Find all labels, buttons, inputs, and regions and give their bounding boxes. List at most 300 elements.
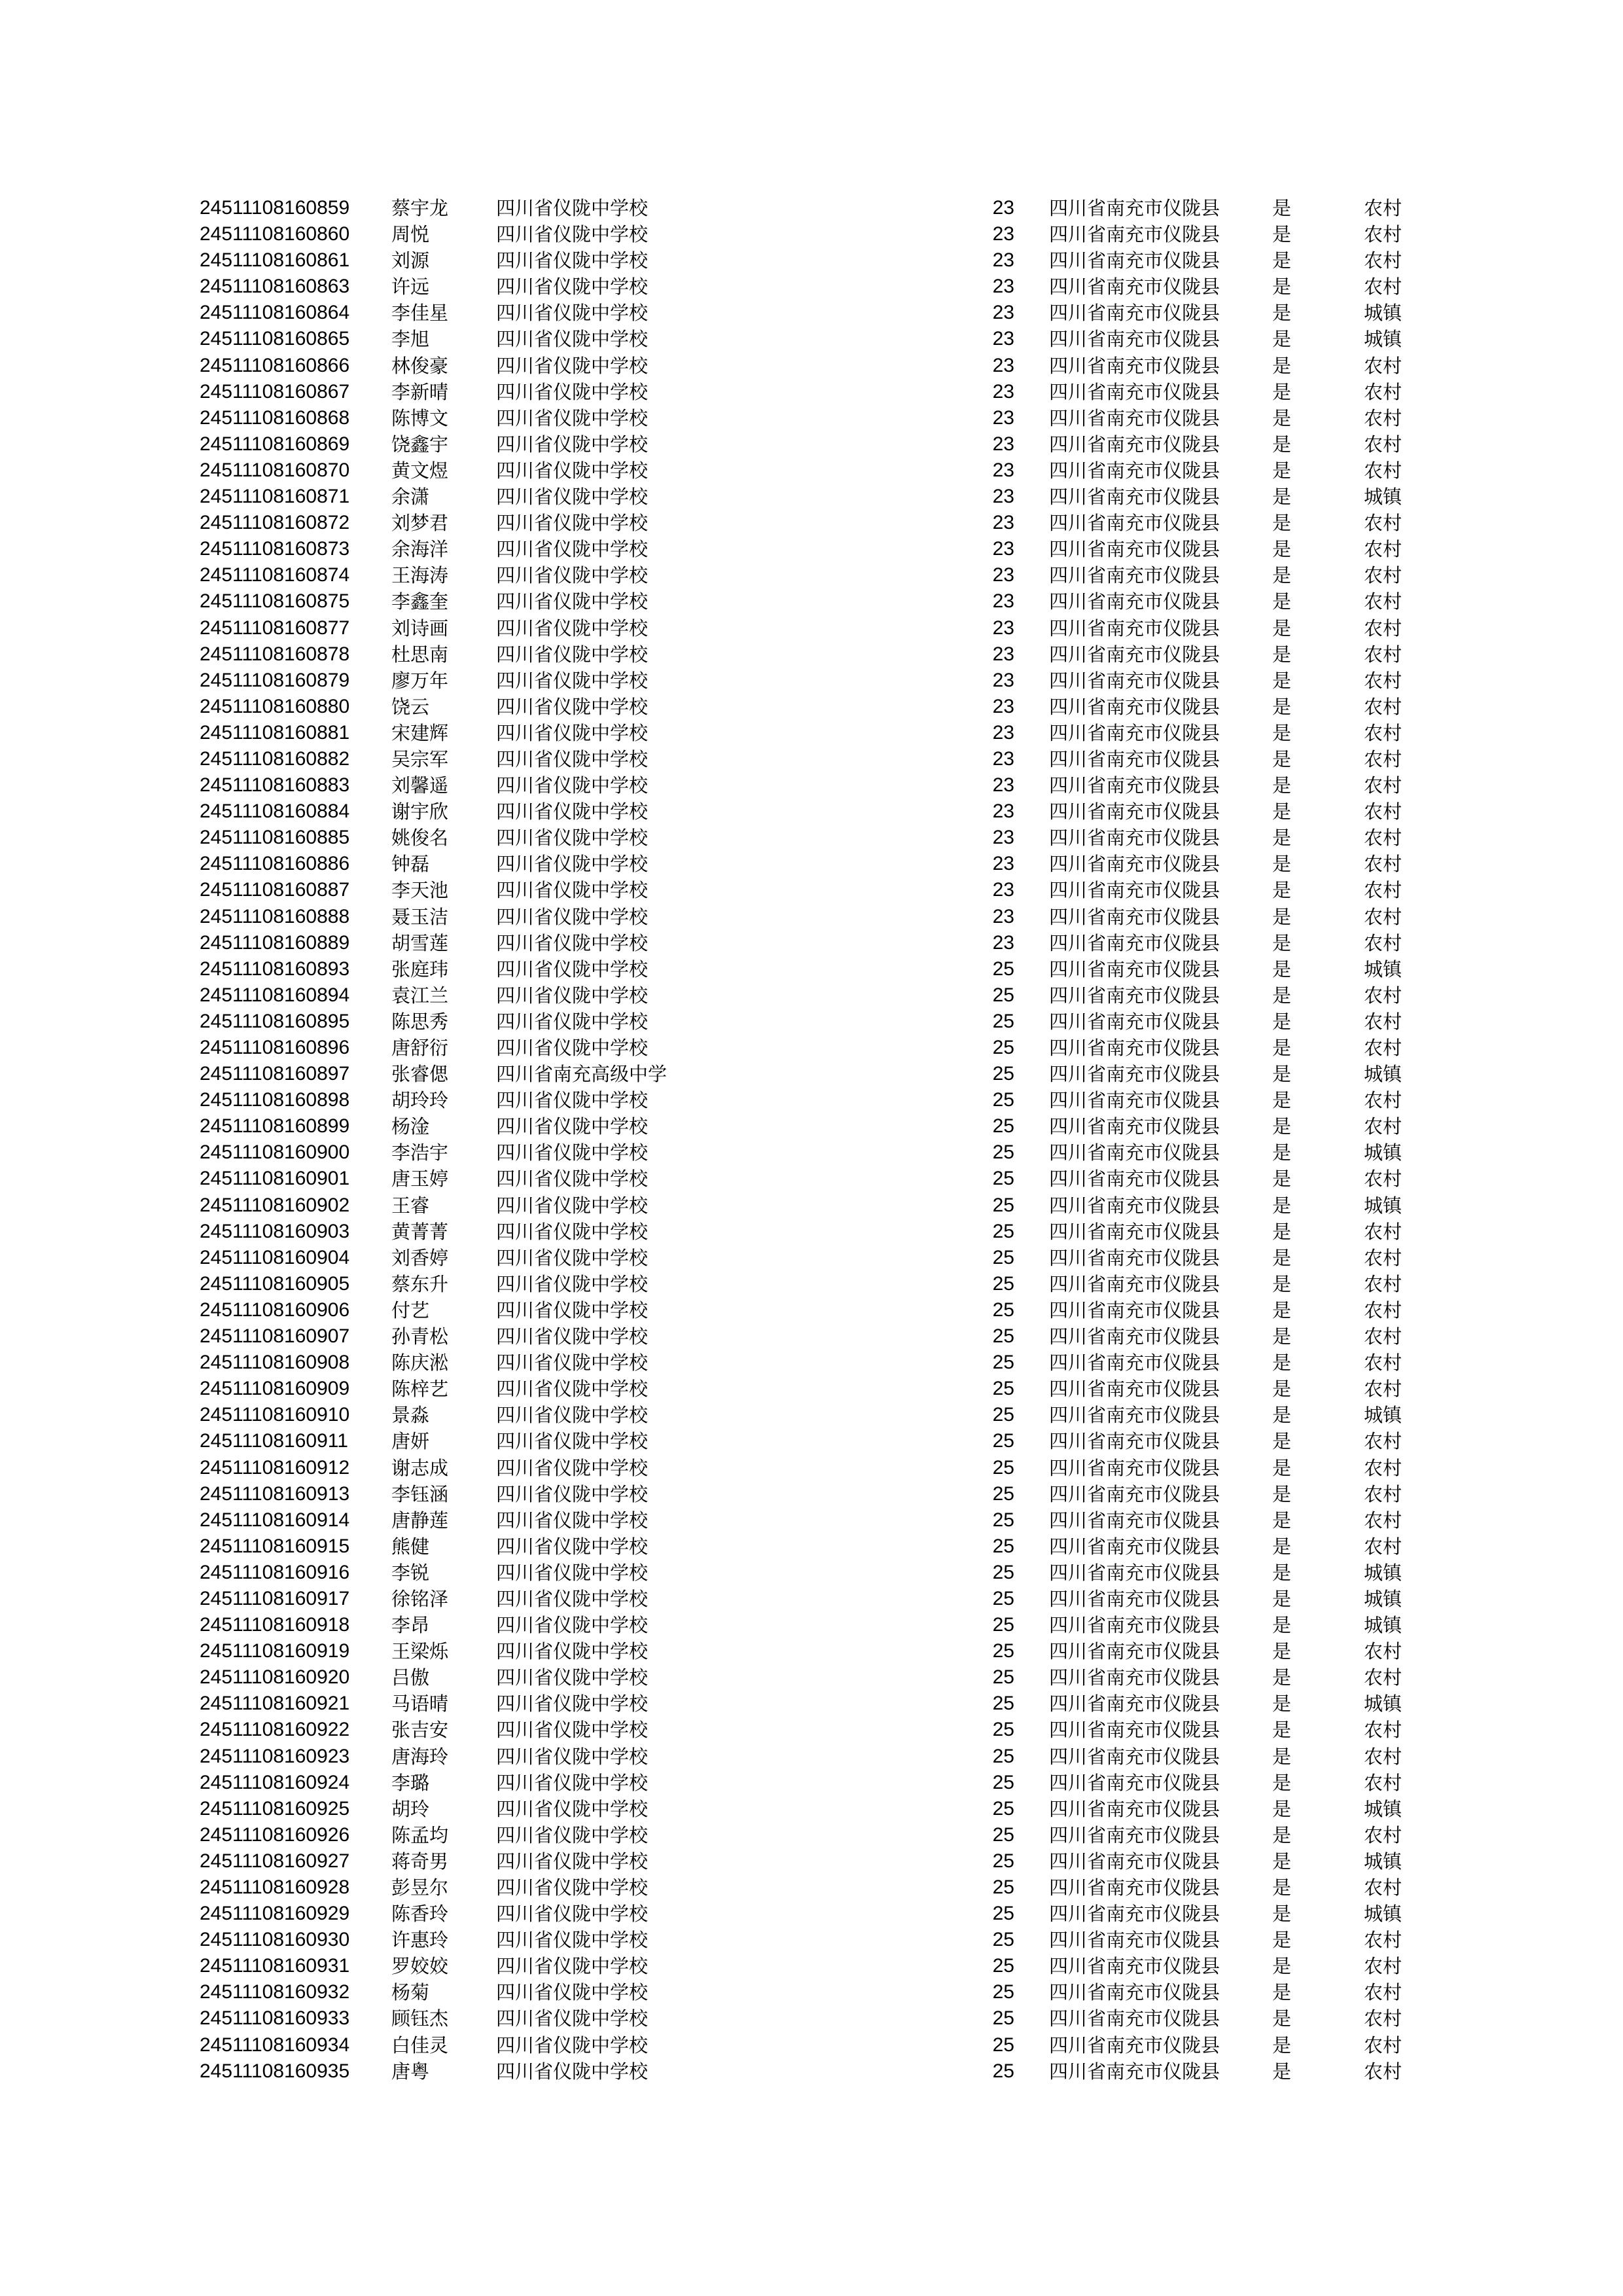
school-name: 四川省仪陇中学校: [496, 747, 649, 770]
residence-type: 农村: [1364, 1430, 1402, 1453]
residence-type: 农村: [1364, 1089, 1402, 1112]
residence-type: 农村: [1364, 774, 1402, 797]
registered-place: 四川省南充市仪陇县: [1049, 1745, 1221, 1768]
student-name: 罗姣姣: [391, 1955, 449, 1978]
eligibility-flag: 是: [1272, 1561, 1292, 1584]
category-code: 25: [992, 1325, 1014, 1348]
residence-type: 农村: [1364, 2060, 1402, 2083]
school-name: 四川省仪陇中学校: [496, 1430, 649, 1453]
residence-type: 城镇: [1364, 1561, 1402, 1584]
student-name: 陈庆淞: [391, 1352, 449, 1374]
registered-place: 四川省南充市仪陇县: [1049, 984, 1221, 1007]
eligibility-flag: 是: [1272, 1482, 1292, 1505]
eligibility-flag: 是: [1272, 669, 1292, 692]
category-code: 23: [992, 931, 1014, 954]
table-row: [0, 1796, 1623, 1822]
registered-place: 四川省南充市仪陇县: [1049, 459, 1221, 482]
registered-place: 四川省南充市仪陇县: [1049, 197, 1221, 219]
table-row: [0, 1691, 1623, 1717]
student-id: 24511108160910: [200, 1404, 350, 1426]
school-name: 四川省仪陇中学校: [496, 1246, 649, 1269]
student-name: 孙青松: [391, 1325, 449, 1348]
student-id: 24511108160869: [200, 433, 350, 455]
student-id: 24511108160934: [200, 2034, 350, 2056]
school-name: 四川省仪陇中学校: [496, 249, 649, 272]
residence-type: 农村: [1364, 1955, 1402, 1978]
category-code: 25: [992, 1010, 1014, 1032]
residence-type: 农村: [1364, 1535, 1402, 1558]
school-name: 四川省仪陇中学校: [496, 512, 649, 535]
registered-place: 四川省南充市仪陇县: [1049, 1115, 1221, 1138]
table-row: [0, 1245, 1623, 1271]
school-name: 四川省仪陇中学校: [496, 1168, 649, 1191]
registered-place: 四川省南充市仪陇县: [1049, 249, 1221, 272]
table-row: [0, 694, 1623, 720]
eligibility-flag: 是: [1272, 1509, 1292, 1532]
residence-type: 农村: [1364, 1220, 1402, 1243]
residence-type: 农村: [1364, 669, 1402, 692]
category-code: 25: [992, 1903, 1014, 1925]
student-id: 24511108160873: [200, 538, 350, 560]
school-name: 四川省仪陇中学校: [496, 1823, 649, 1846]
residence-type: 农村: [1364, 853, 1402, 876]
residence-type: 农村: [1364, 984, 1402, 1007]
registered-place: 四川省南充市仪陇县: [1049, 774, 1221, 797]
eligibility-flag: 是: [1272, 1325, 1292, 1348]
registered-place: 四川省南充市仪陇县: [1049, 1771, 1221, 1794]
table-row: [0, 1297, 1623, 1323]
residence-type: 农村: [1364, 459, 1402, 482]
student-name: 刘香婷: [391, 1246, 449, 1269]
student-name: 唐妍: [391, 1430, 430, 1453]
student-name: 唐舒衍: [391, 1037, 449, 1059]
school-name: 四川省仪陇中学校: [496, 1010, 649, 1033]
student-name: 余潇: [391, 486, 430, 509]
residence-type: 农村: [1364, 2007, 1402, 2030]
registered-place: 四川省南充市仪陇县: [1049, 1272, 1221, 1295]
residence-type: 农村: [1364, 223, 1402, 246]
eligibility-flag: 是: [1272, 1141, 1292, 1164]
category-code: 23: [992, 486, 1014, 508]
residence-type: 农村: [1364, 747, 1402, 770]
category-code: 23: [992, 617, 1014, 639]
school-name: 四川省仪陇中学校: [496, 276, 649, 298]
school-name: 四川省仪陇中学校: [496, 1614, 649, 1637]
school-name: 四川省仪陇中学校: [496, 695, 649, 718]
registered-place: 四川省南充市仪陇县: [1049, 1535, 1221, 1558]
registered-place: 四川省南充市仪陇县: [1049, 433, 1221, 456]
school-name: 四川省仪陇中学校: [496, 1194, 649, 1217]
residence-type: 城镇: [1364, 486, 1402, 509]
table-row: [0, 1664, 1623, 1691]
table-row: [0, 562, 1623, 588]
eligibility-flag: 是: [1272, 1220, 1292, 1243]
eligibility-flag: 是: [1272, 302, 1292, 325]
registered-place: 四川省南充市仪陇县: [1049, 1823, 1221, 1846]
eligibility-flag: 是: [1272, 1456, 1292, 1479]
registered-place: 四川省南充市仪陇县: [1049, 827, 1221, 850]
student-id: 24511108160901: [200, 1168, 350, 1190]
table-row: [0, 1087, 1623, 1113]
student-name: 唐静莲: [391, 1509, 449, 1532]
category-code: 25: [992, 1823, 1014, 1846]
student-id: 24511108160914: [200, 1509, 350, 1531]
school-name: 四川省仪陇中学校: [496, 1640, 649, 1663]
category-code: 23: [992, 879, 1014, 901]
registered-place: 四川省南充市仪陇县: [1049, 1981, 1221, 2004]
student-id: 24511108160922: [200, 1719, 350, 1741]
eligibility-flag: 是: [1272, 1903, 1292, 1926]
student-name: 李天池: [391, 879, 449, 902]
student-name: 张睿偲: [391, 1063, 449, 1086]
registered-place: 四川省南充市仪陇县: [1049, 1666, 1221, 1689]
category-code: 25: [992, 1378, 1014, 1400]
eligibility-flag: 是: [1272, 1981, 1292, 2004]
school-name: 四川省仪陇中学校: [496, 879, 649, 902]
school-name: 四川省仪陇中学校: [496, 380, 649, 403]
student-name: 顾钰杰: [391, 2007, 449, 2030]
school-name: 四川省仪陇中学校: [496, 2034, 649, 2056]
student-id: 24511108160932: [200, 1981, 350, 2003]
category-code: 25: [992, 1797, 1014, 1820]
eligibility-flag: 是: [1272, 1063, 1292, 1086]
category-code: 25: [992, 958, 1014, 980]
category-code: 23: [992, 905, 1014, 927]
student-id: 24511108160897: [200, 1063, 350, 1085]
registered-place: 四川省南充市仪陇县: [1049, 1482, 1221, 1505]
student-id: 24511108160929: [200, 1903, 350, 1925]
student-name: 李鑫奎: [391, 590, 449, 613]
student-id: 24511108160902: [200, 1194, 350, 1216]
table-row: [0, 1848, 1623, 1874]
student-name: 姚俊名: [391, 827, 449, 850]
category-code: 25: [992, 1141, 1014, 1164]
category-code: 25: [992, 1220, 1014, 1242]
residence-type: 城镇: [1364, 1404, 1402, 1427]
category-code: 25: [992, 1352, 1014, 1374]
registered-place: 四川省南充市仪陇县: [1049, 853, 1221, 876]
residence-type: 城镇: [1364, 1797, 1402, 1820]
student-name: 白佳灵: [391, 2034, 449, 2056]
residence-type: 农村: [1364, 1509, 1402, 1532]
category-code: 23: [992, 197, 1014, 219]
table-row: [0, 668, 1623, 694]
eligibility-flag: 是: [1272, 879, 1292, 902]
student-id: 24511108160904: [200, 1246, 350, 1268]
student-name: 吕傲: [391, 1666, 430, 1689]
eligibility-flag: 是: [1272, 1587, 1292, 1610]
registered-place: 四川省南充市仪陇县: [1049, 1903, 1221, 1926]
school-name: 四川省仪陇中学校: [496, 486, 649, 509]
student-name: 陈思秀: [391, 1010, 449, 1033]
table-row: [0, 1166, 1623, 1192]
eligibility-flag: 是: [1272, 1719, 1292, 1742]
category-code: 25: [992, 1509, 1014, 1531]
registered-place: 四川省南充市仪陇县: [1049, 1850, 1221, 1873]
student-name: 刘馨遥: [391, 774, 449, 797]
student-id: 24511108160930: [200, 1929, 350, 1951]
eligibility-flag: 是: [1272, 1378, 1292, 1401]
student-name: 李新晴: [391, 380, 449, 403]
residence-type: 农村: [1364, 406, 1402, 429]
school-name: 四川省仪陇中学校: [496, 1089, 649, 1112]
student-name: 刘源: [391, 249, 430, 272]
eligibility-flag: 是: [1272, 1745, 1292, 1768]
student-id: 24511108160920: [200, 1666, 350, 1689]
eligibility-flag: 是: [1272, 1272, 1292, 1295]
residence-type: 农村: [1364, 1456, 1402, 1479]
residence-type: 城镇: [1364, 1587, 1402, 1610]
registered-place: 四川省南充市仪陇县: [1049, 564, 1221, 587]
student-id: 24511108160900: [200, 1141, 350, 1164]
residence-type: 农村: [1364, 1823, 1402, 1846]
student-id: 24511108160863: [200, 276, 350, 298]
eligibility-flag: 是: [1272, 433, 1292, 456]
student-name: 李璐: [391, 1771, 430, 1794]
registered-place: 四川省南充市仪陇县: [1049, 1430, 1221, 1453]
eligibility-flag: 是: [1272, 1929, 1292, 1952]
student-id: 24511108160911: [200, 1430, 348, 1452]
student-name: 唐海玲: [391, 1745, 449, 1768]
eligibility-flag: 是: [1272, 1535, 1292, 1558]
eligibility-flag: 是: [1272, 1089, 1292, 1112]
student-name: 彭昱尔: [391, 1876, 449, 1899]
student-id: 24511108160903: [200, 1220, 350, 1242]
category-code: 23: [992, 223, 1014, 245]
table-row: [0, 1455, 1623, 1481]
table-row: [0, 1113, 1623, 1139]
student-name: 谢志成: [391, 1456, 449, 1479]
student-id: 24511108160895: [200, 1010, 350, 1032]
school-name: 四川省仪陇中学校: [496, 1325, 649, 1348]
registered-place: 四川省南充市仪陇县: [1049, 512, 1221, 535]
school-name: 四川省仪陇中学校: [496, 1719, 649, 1742]
student-name: 蔡东升: [391, 1272, 449, 1295]
student-id: 24511108160933: [200, 2007, 350, 2030]
student-id: 24511108160860: [200, 223, 350, 245]
student-id: 24511108160907: [200, 1325, 350, 1348]
school-name: 四川省仪陇中学校: [496, 1378, 649, 1401]
eligibility-flag: 是: [1272, 1299, 1292, 1321]
school-name: 四川省仪陇中学校: [496, 958, 649, 980]
residence-type: 农村: [1364, 1246, 1402, 1269]
student-name: 王海涛: [391, 564, 449, 587]
registered-place: 四川省南充市仪陇县: [1049, 1194, 1221, 1217]
student-id: 24511108160921: [200, 1693, 350, 1715]
table-row: [0, 1428, 1623, 1454]
registered-place: 四川省南充市仪陇县: [1049, 276, 1221, 298]
student-name: 吴宗军: [391, 747, 449, 770]
category-code: 25: [992, 1037, 1014, 1058]
category-code: 25: [992, 1771, 1014, 1793]
registered-place: 四川省南充市仪陇县: [1049, 354, 1221, 377]
student-id: 24511108160874: [200, 564, 350, 586]
table-row: [0, 2058, 1623, 2085]
student-id: 24511108160889: [200, 931, 350, 954]
table-row: [0, 1139, 1623, 1166]
registered-place: 四川省南充市仪陇县: [1049, 2060, 1221, 2083]
eligibility-flag: 是: [1272, 1614, 1292, 1637]
registered-place: 四川省南充市仪陇县: [1049, 1089, 1221, 1112]
student-name: 谢宇欣: [391, 800, 449, 823]
school-name: 四川省仪陇中学校: [496, 1220, 649, 1243]
residence-type: 农村: [1364, 1482, 1402, 1505]
residence-type: 城镇: [1364, 1063, 1402, 1086]
student-name: 黄菁菁: [391, 1220, 449, 1243]
student-name: 付艺: [391, 1299, 430, 1321]
student-name: 唐粤: [391, 2060, 430, 2083]
student-id: 24511108160866: [200, 354, 350, 376]
table-row: [0, 1507, 1623, 1534]
category-code: 23: [992, 459, 1014, 481]
school-name: 四川省仪陇中学校: [496, 984, 649, 1007]
eligibility-flag: 是: [1272, 1115, 1292, 1138]
registered-place: 四川省南充市仪陇县: [1049, 1037, 1221, 1059]
residence-type: 城镇: [1364, 328, 1402, 351]
eligibility-flag: 是: [1272, 380, 1292, 403]
residence-type: 农村: [1364, 249, 1402, 272]
student-id: 24511108160868: [200, 406, 350, 429]
table-row: [0, 1717, 1623, 1743]
school-name: 四川省仪陇中学校: [496, 433, 649, 456]
school-name: 四川省仪陇中学校: [496, 1850, 649, 1873]
table-row: [0, 1560, 1623, 1586]
student-id: 24511108160864: [200, 302, 350, 324]
table-row: [0, 221, 1623, 247]
residence-type: 农村: [1364, 643, 1402, 666]
student-id: 24511108160917: [200, 1587, 350, 1609]
school-name: 四川省仪陇中学校: [496, 931, 649, 954]
category-code: 25: [992, 2007, 1014, 2030]
student-name: 张吉安: [391, 1719, 449, 1742]
school-name: 四川省仪陇中学校: [496, 1115, 649, 1138]
category-code: 23: [992, 564, 1014, 586]
eligibility-flag: 是: [1272, 1876, 1292, 1899]
school-name: 四川省仪陇中学校: [496, 1482, 649, 1505]
school-name: 四川省仪陇中学校: [496, 669, 649, 692]
student-name: 陈孟均: [391, 1823, 449, 1846]
eligibility-flag: 是: [1272, 958, 1292, 980]
registered-place: 四川省南充市仪陇县: [1049, 486, 1221, 509]
residence-type: 农村: [1364, 1325, 1402, 1348]
table-row: [0, 1874, 1623, 1901]
table-row: [0, 1061, 1623, 1087]
residence-type: 农村: [1364, 931, 1402, 954]
category-code: 25: [992, 1194, 1014, 1216]
eligibility-flag: 是: [1272, 2007, 1292, 2030]
residence-type: 城镇: [1364, 1194, 1402, 1217]
school-name: 四川省南充高级中学: [496, 1063, 668, 1086]
category-code: 25: [992, 1430, 1014, 1452]
residence-type: 农村: [1364, 1115, 1402, 1138]
eligibility-flag: 是: [1272, 564, 1292, 587]
registered-place: 四川省南充市仪陇县: [1049, 931, 1221, 954]
student-name: 李昂: [391, 1614, 430, 1637]
school-name: 四川省仪陇中学校: [496, 590, 649, 613]
student-id: 24511108160877: [200, 617, 350, 639]
table-row: [0, 1822, 1623, 1848]
eligibility-flag: 是: [1272, 328, 1292, 351]
category-code: 25: [992, 1456, 1014, 1479]
student-id: 24511108160867: [200, 380, 350, 403]
table-row: [0, 1323, 1623, 1350]
table-row: [0, 431, 1623, 457]
category-code: 23: [992, 380, 1014, 403]
table-row: [0, 956, 1623, 982]
category-code: 23: [992, 354, 1014, 376]
school-name: 四川省仪陇中学校: [496, 2060, 649, 2083]
table-row: [0, 877, 1623, 903]
school-name: 四川省仪陇中学校: [496, 1404, 649, 1427]
student-name: 王梁烁: [391, 1640, 449, 1663]
registered-place: 四川省南充市仪陇县: [1049, 1010, 1221, 1033]
student-name: 许惠玲: [391, 1929, 449, 1952]
residence-type: 农村: [1364, 827, 1402, 850]
school-name: 四川省仪陇中学校: [496, 1561, 649, 1584]
residence-type: 城镇: [1364, 1850, 1402, 1873]
student-id: 24511108160908: [200, 1352, 350, 1374]
eligibility-flag: 是: [1272, 643, 1292, 666]
table-row: [0, 274, 1623, 300]
registered-place: 四川省南充市仪陇县: [1049, 1246, 1221, 1269]
school-name: 四川省仪陇中学校: [496, 302, 649, 325]
category-code: 25: [992, 1063, 1014, 1085]
registered-place: 四川省南充市仪陇县: [1049, 1955, 1221, 1978]
residence-type: 农村: [1364, 1010, 1402, 1033]
school-name: 四川省仪陇中学校: [496, 564, 649, 587]
student-id: 24511108160905: [200, 1272, 350, 1295]
category-code: 23: [992, 538, 1014, 560]
eligibility-flag: 是: [1272, 2034, 1292, 2056]
student-name: 廖万年: [391, 669, 449, 692]
category-code: 25: [992, 2034, 1014, 2056]
registered-place: 四川省南充市仪陇县: [1049, 1299, 1221, 1321]
student-name: 蒋奇男: [391, 1850, 449, 1873]
student-name: 胡玲玲: [391, 1089, 449, 1112]
eligibility-flag: 是: [1272, 853, 1292, 876]
school-name: 四川省仪陇中学校: [496, 800, 649, 823]
residence-type: 农村: [1364, 1666, 1402, 1689]
student-id: 24511108160882: [200, 747, 350, 770]
eligibility-flag: 是: [1272, 459, 1292, 482]
table-row: [0, 1402, 1623, 1428]
table-row: [0, 247, 1623, 274]
category-code: 23: [992, 512, 1014, 534]
table-row: [0, 1901, 1623, 1927]
category-code: 25: [992, 1115, 1014, 1138]
registered-place: 四川省南充市仪陇县: [1049, 1325, 1221, 1348]
school-name: 四川省仪陇中学校: [496, 853, 649, 876]
eligibility-flag: 是: [1272, 1246, 1292, 1269]
category-code: 23: [992, 695, 1014, 717]
eligibility-flag: 是: [1272, 197, 1292, 219]
table-row: [0, 1009, 1623, 1035]
table-row: [0, 615, 1623, 641]
school-name: 四川省仪陇中学校: [496, 354, 649, 377]
eligibility-flag: 是: [1272, 1850, 1292, 1873]
student-name: 宋建辉: [391, 721, 449, 744]
category-code: 23: [992, 800, 1014, 823]
eligibility-flag: 是: [1272, 512, 1292, 535]
eligibility-flag: 是: [1272, 2060, 1292, 2083]
category-code: 25: [992, 1666, 1014, 1689]
student-name: 饶云: [391, 695, 430, 718]
table-row: [0, 798, 1623, 825]
school-name: 四川省仪陇中学校: [496, 2007, 649, 2030]
registered-place: 四川省南充市仪陇县: [1049, 1797, 1221, 1820]
school-name: 四川省仪陇中学校: [496, 1141, 649, 1164]
residence-type: 城镇: [1364, 1141, 1402, 1164]
